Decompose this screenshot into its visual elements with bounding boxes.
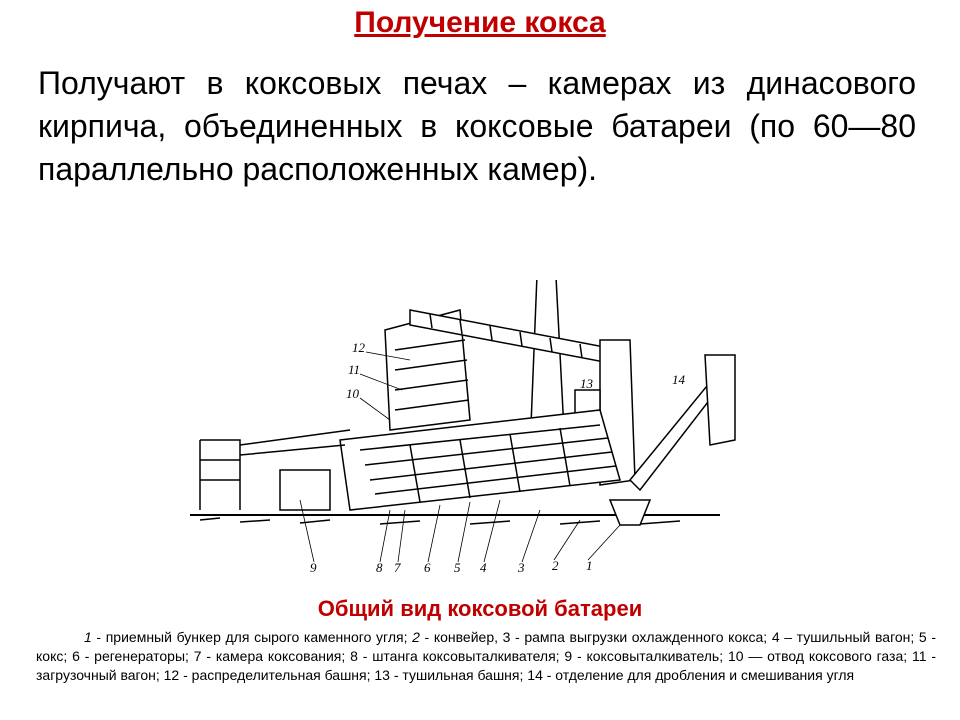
legend-number: 2 [412, 629, 420, 645]
legend-number: 1 [84, 629, 92, 645]
figure-label: 10 [346, 386, 359, 401]
coke-battery-illustration [180, 280, 740, 580]
oven-battery [340, 410, 620, 510]
figure-label: 9 [310, 560, 317, 575]
intro-paragraph: Получают в коксовых печах – камерах из динасового кирпича, объединенных в коксовые батареи (по 60—80 параллельно расположенных камер). [38, 65, 916, 187]
figure-label: 3 [518, 560, 525, 575]
figure-label: 8 [376, 560, 383, 575]
figure-label: 13 [580, 376, 593, 391]
receiving-bin [610, 500, 650, 525]
figure-legend [36, 628, 936, 685]
legend-text: - конвейер, 3 - рампа выгрузки охлажденного кокса; 4 – тушильный вагон; 5 - кокс; 6 - регенераторы; 7 - камера коксования; 8 - штанга коксовыталкивателя; 9 - коксовыталкиватель; 10 — отвод коксового газа; 11 - загрузочный вагон; 12 - распределительная башня; 13 - тушильная башня; 14 - отделение для дробления и смешивания угля [36, 629, 936, 683]
coke-pusher [200, 440, 240, 510]
figure-label: 12 [352, 340, 365, 355]
slide-title: Получение кокса [354, 6, 606, 39]
figure-caption: Общий вид коксовой батареи [317, 596, 643, 621]
figure-label: 14 [672, 372, 685, 387]
figure-label: 5 [454, 560, 461, 575]
figure-label: 2 [552, 558, 559, 573]
figure-label: 11 [348, 362, 361, 377]
figure-label: 1 [586, 558, 593, 573]
legend-text: - приемный бункер для сырого каменного угля; [91, 629, 413, 645]
figure-label: 7 [394, 560, 401, 575]
figure-label: 4 [480, 560, 487, 575]
figure-label: 6 [424, 560, 431, 575]
